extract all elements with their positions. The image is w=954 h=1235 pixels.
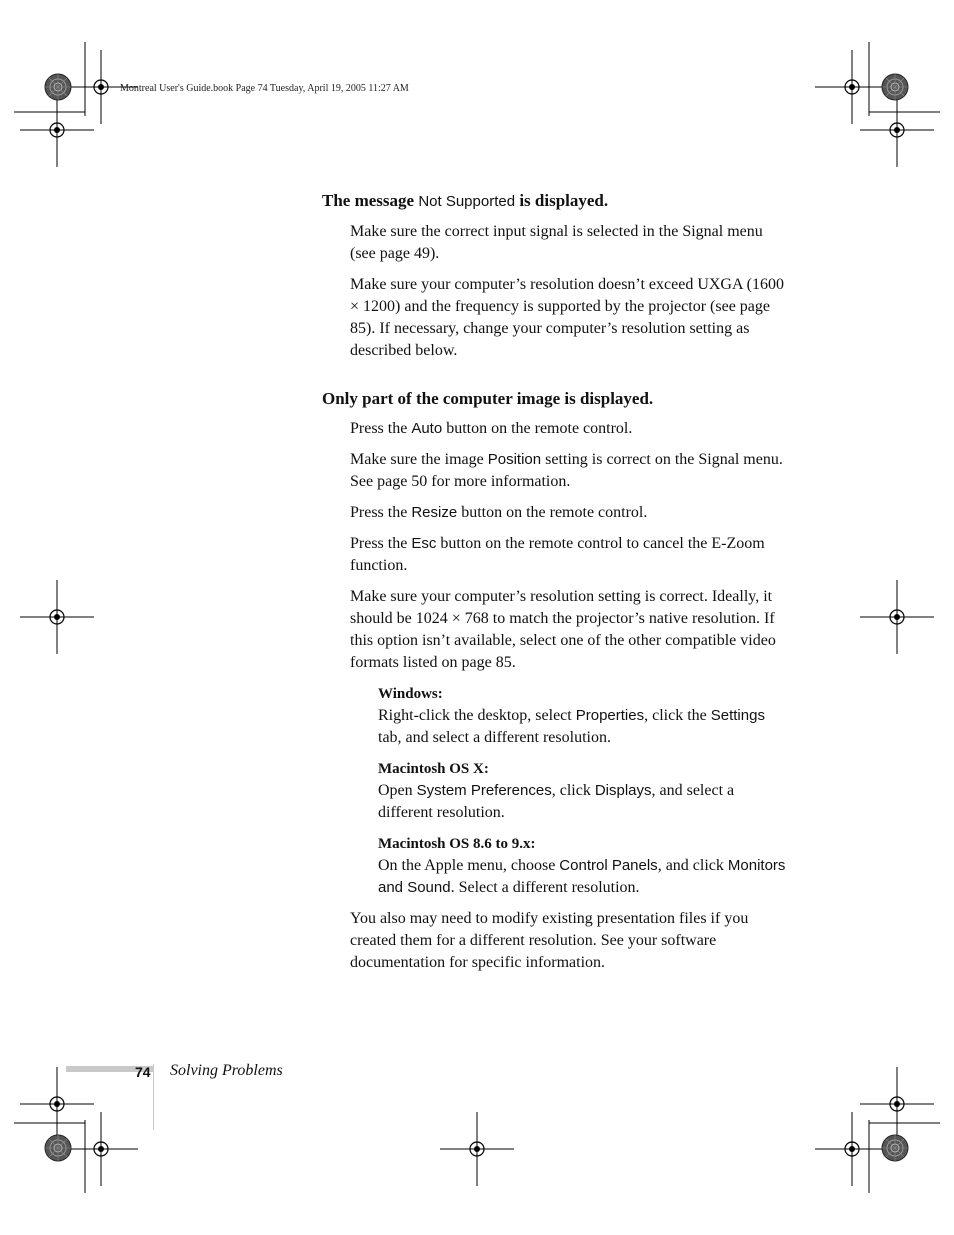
ui-term-esc: Esc bbox=[411, 535, 437, 552]
macos9-instructions: Macintosh OS 8.6 to 9.x: On the Apple menu, choose Control Panels, and click Monitors and Sound. Select a different resolution. bbox=[378, 836, 786, 896]
ui-term-displays: Displays bbox=[594, 782, 652, 799]
heading-text: The message bbox=[322, 191, 415, 210]
paragraph: Make sure your computer’s resolution setting is correct. Ideally, it should be 1024 × 768 to match the projector’s native resolution. If this option isn’t available, select one of the other compatible video formats listed on page 85. bbox=[350, 588, 776, 671]
ui-term-resize: Resize bbox=[411, 504, 458, 521]
ui-term-properties: Properties bbox=[575, 707, 645, 724]
footer-divider bbox=[153, 1064, 154, 1130]
section-heading-not-supported bbox=[322, 190, 792, 213]
paragraph: Press the Auto button on the remote control. bbox=[350, 420, 633, 437]
file-info-header: Montreal User's Guide.book Page 74 Tuesday, April 19, 2005 11:27 AM bbox=[120, 83, 409, 94]
ui-term-auto: Auto bbox=[411, 420, 443, 437]
macos9-label: Macintosh OS 8.6 to 9.x: bbox=[378, 836, 536, 852]
ui-term-not-supported: Not Supported bbox=[418, 193, 516, 210]
running-footer-title: Solving Problems bbox=[170, 1062, 283, 1079]
section-heading-partial-image: Only part of the computer image is displayed. bbox=[322, 389, 654, 408]
ui-term-control-panels: Control Panels bbox=[559, 857, 658, 874]
windows-label: Windows: bbox=[378, 686, 443, 702]
paragraph: Make sure your computer’s resolution doesn’t exceed UXGA (1600 × 1200) and the frequency is supported by the projector (see page 85). If necessary, change your computer’s resolution setting as described below. bbox=[350, 276, 784, 359]
paragraph: Press the Esc button on the remote control to cancel the E-Zoom function. bbox=[350, 535, 765, 574]
paragraph: Make sure the correct input signal is selected in the Signal menu (see page 49). bbox=[350, 223, 763, 262]
ui-term-position: Position bbox=[487, 451, 542, 468]
page-number: 74 bbox=[135, 1064, 151, 1080]
heading-text: is displayed. bbox=[519, 191, 609, 210]
main-content bbox=[322, 190, 792, 983]
paragraph: You also may need to modify existing presentation files if you created them for a different resolution. See your software documentation for specific information. bbox=[350, 910, 749, 971]
macosx-label: Macintosh OS X: bbox=[378, 761, 489, 777]
paragraph: Make sure the image Position setting is correct on the Signal menu. See page 50 for more information. bbox=[350, 451, 783, 490]
paragraph: Press the Resize button on the remote control. bbox=[350, 504, 648, 521]
ui-term-monitors-and-sound: Monitors and Sound bbox=[378, 857, 786, 896]
ui-term-settings: Settings bbox=[710, 707, 765, 724]
macosx-instructions: Macintosh OS X: Open System Preferences, click Displays, and select a different resolution. bbox=[378, 761, 735, 821]
windows-instructions: Windows: Right-click the desktop, select Properties, click the Settings tab, and select a different resolution. bbox=[378, 686, 765, 746]
ui-term-system-preferences: System Preferences bbox=[416, 782, 552, 799]
